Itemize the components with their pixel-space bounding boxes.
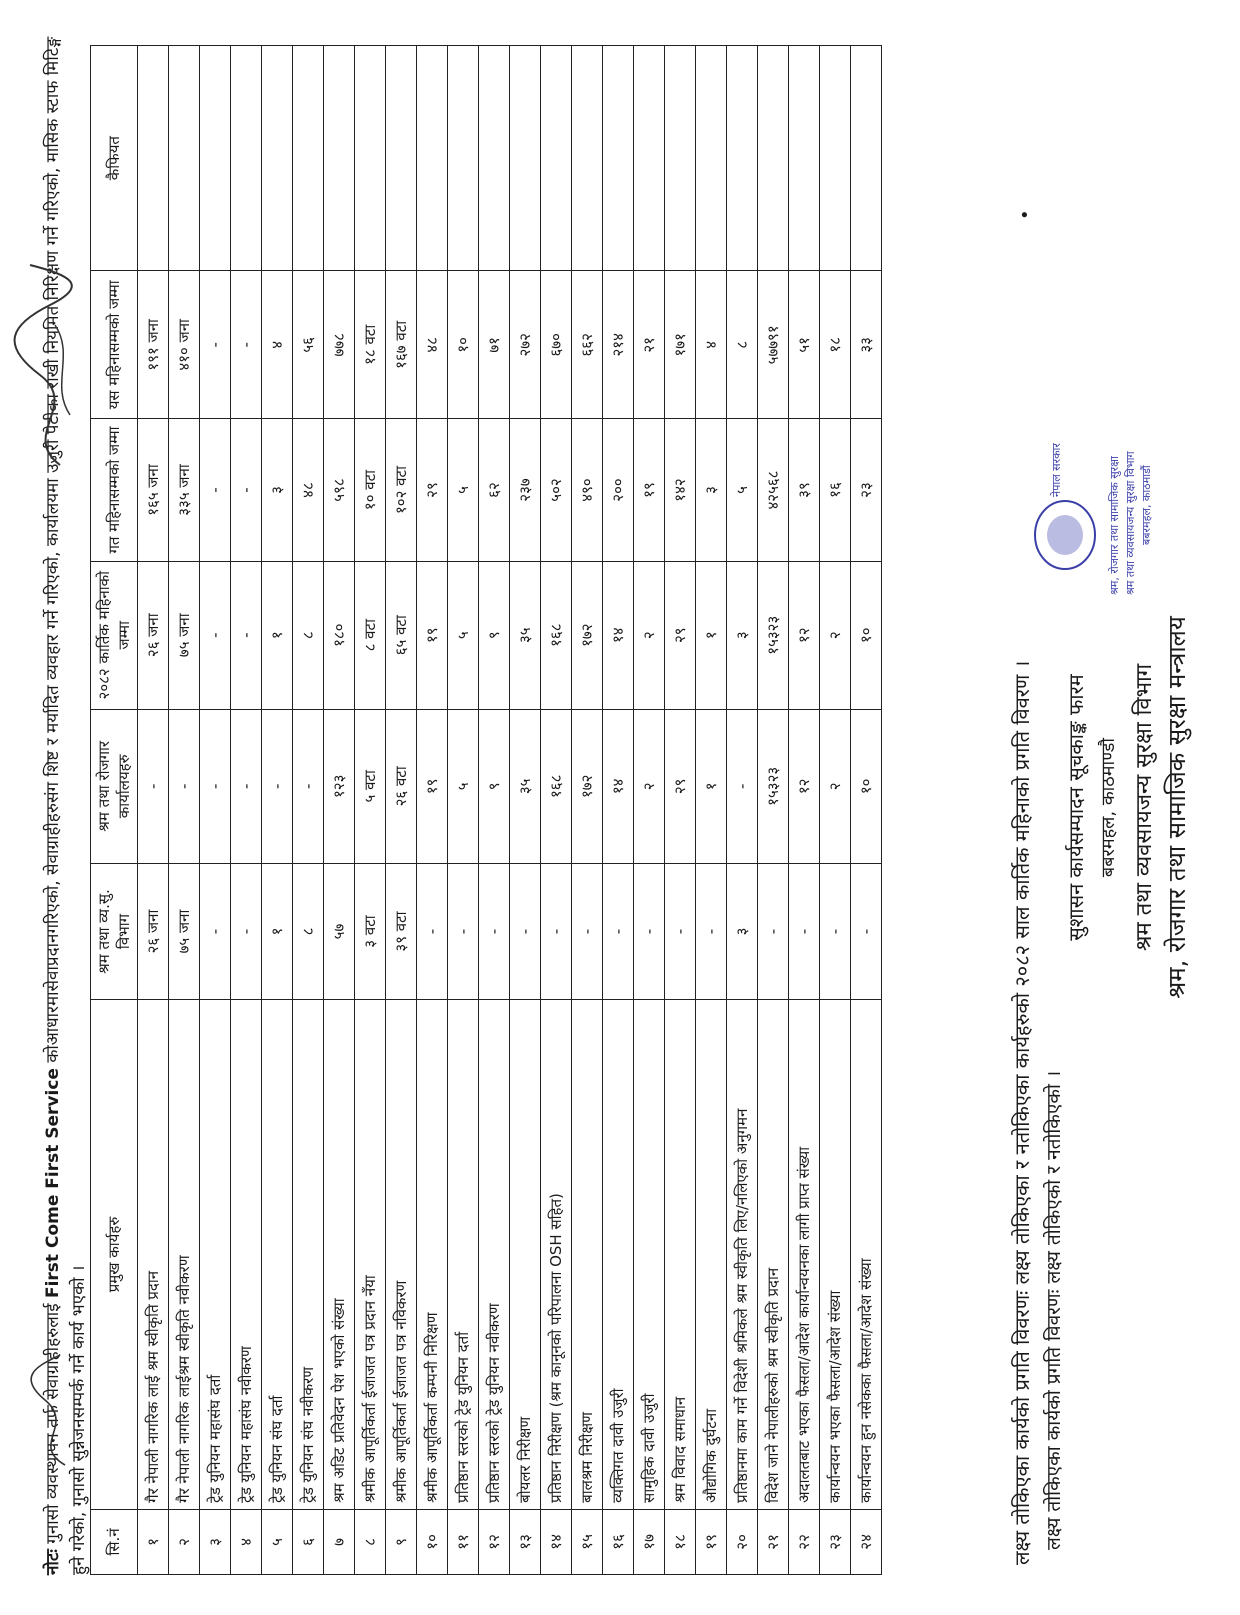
row-remarks xyxy=(789,46,820,271)
row-this-month: ६५ वटा xyxy=(386,561,417,709)
row-offices: १० xyxy=(851,709,882,863)
note-text-1: गुनासो व्यवस्थापन तर्फ सेवाग्राहीहरुलाई xyxy=(43,1303,63,1544)
row-prev-total: १६५ जना xyxy=(138,419,169,561)
row-cumulative: ६६२ xyxy=(572,271,603,419)
row-this-month: - xyxy=(200,561,231,709)
row-activity: बोयलर निरीक्षण xyxy=(510,1000,541,1510)
row-offices: १९ xyxy=(417,709,448,863)
row-sn: १७ xyxy=(634,1509,665,1574)
table-row xyxy=(293,46,324,1575)
row-sn: ९ xyxy=(386,1509,417,1574)
row-cumulative: ३३ xyxy=(851,271,882,419)
row-activity: श्रमीक आपूर्तिकर्ता कम्पनी निरिक्षण xyxy=(417,1000,448,1510)
row-department: - xyxy=(696,863,727,999)
row-remarks xyxy=(665,46,696,271)
table-row xyxy=(572,46,603,1575)
row-this-month: ३ xyxy=(727,561,758,709)
row-remarks xyxy=(386,46,417,271)
row-department: - xyxy=(603,863,634,999)
row-remarks xyxy=(293,46,324,271)
row-department: ३ वटा xyxy=(355,863,386,999)
row-activity: श्रमीक आपूर्तिकर्ता ईजाजत पत्र प्रदान नँया xyxy=(355,1000,386,1510)
row-activity: प्रतिष्ठान निरीक्षण (श्रम कानूनको परिपालना OSH सहित) xyxy=(541,1000,572,1510)
department-title: श्रम तथा व्यवसायजन्य सुरक्षा विभाग xyxy=(1132,663,1157,952)
row-cumulative: ५६ xyxy=(293,271,324,419)
subtitle-line-1: लक्ष्य तोकिएका कार्यको प्रगति विवरणः लक्ष्य तोकिएको र नतोकिएको । xyxy=(1043,1070,1065,1550)
row-department: - xyxy=(479,863,510,999)
row-offices: १२३ xyxy=(324,709,355,863)
header-cumulative: यस महिनासम्मको जम्मा xyxy=(91,271,138,419)
row-offices: १७२ xyxy=(572,709,603,863)
row-activity: ट्रेड युनियन संघ नवीकरण xyxy=(293,1000,324,1510)
row-prev-total: १९ xyxy=(634,419,665,561)
row-cumulative: ५७७९१ xyxy=(758,271,789,419)
row-offices: - xyxy=(727,709,758,863)
table-row xyxy=(634,46,665,1575)
row-this-month: १ xyxy=(696,561,727,709)
row-department: - xyxy=(820,863,851,999)
row-prev-total: - xyxy=(200,419,231,561)
row-activity: व्यक्तिगत दावी उजुरी xyxy=(603,1000,634,1510)
row-cumulative: ४१० जना xyxy=(169,271,200,419)
row-activity: श्रम अडिट प्रतिवेदन पेश भएको संख्या xyxy=(324,1000,355,1510)
row-activity: कार्यान्वयन हुन नसेकका फैसला/आदेश संख्या xyxy=(851,1000,882,1510)
header-remarks: कैफियत xyxy=(91,46,138,271)
row-prev-total: ४२५६८ xyxy=(758,419,789,561)
row-department: - xyxy=(510,863,541,999)
table-row xyxy=(231,46,262,1575)
row-prev-total: १६ xyxy=(820,419,851,561)
seal-line-1: श्रम, रोजगार तथा सामाजिक सुरक्षा xyxy=(1108,456,1121,595)
table-row xyxy=(541,46,572,1575)
subtitle-line-2: लक्ष्य तोकिएका कार्यको प्रगति विवरणः लक्ष्य तोकिएका र नतोकिएका कार्यहरुको २०८२ साल कार्तिक महिनाको प्रगति विवरण । xyxy=(1010,660,1034,1565)
row-sn: २२ xyxy=(789,1509,820,1574)
row-this-month: ९ xyxy=(479,561,510,709)
row-offices: १५३२३ xyxy=(758,709,789,863)
row-sn: १४ xyxy=(541,1509,572,1574)
row-sn: २४ xyxy=(851,1509,882,1574)
row-cumulative: ७१ xyxy=(479,271,510,419)
row-remarks xyxy=(417,46,448,271)
row-sn: १ xyxy=(138,1509,169,1574)
row-cumulative: ६७० xyxy=(541,271,572,419)
row-sn: २३ xyxy=(820,1509,851,1574)
row-sn: १८ xyxy=(665,1509,696,1574)
table-row xyxy=(386,46,417,1575)
row-prev-total: १४२ xyxy=(665,419,696,561)
progress-table xyxy=(90,45,882,1575)
row-sn: ४ xyxy=(231,1509,262,1574)
row-prev-total: २३ xyxy=(851,419,882,561)
row-this-month: २ xyxy=(820,561,851,709)
row-activity: प्रतिष्ठान स्तरको ट्रेड युनियन नवीकरण xyxy=(479,1000,510,1510)
row-offices: २ xyxy=(820,709,851,863)
row-this-month: २९ xyxy=(665,561,696,709)
row-remarks xyxy=(200,46,231,271)
row-remarks xyxy=(603,46,634,271)
row-remarks xyxy=(851,46,882,271)
row-offices: १२ xyxy=(789,709,820,863)
table-row xyxy=(758,46,789,1575)
row-department: ३९ वटा xyxy=(386,863,417,999)
row-cumulative: - xyxy=(200,271,231,419)
header-activity: प्रमुख कार्यहरु xyxy=(91,1000,138,1510)
row-department: ३ xyxy=(727,863,758,999)
row-cumulative: ४८ xyxy=(417,271,448,419)
row-remarks xyxy=(820,46,851,271)
table-body xyxy=(138,46,882,1575)
row-remarks xyxy=(510,46,541,271)
row-department: - xyxy=(200,863,231,999)
row-remarks xyxy=(231,46,262,271)
row-offices: - xyxy=(231,709,262,863)
row-prev-total: ५ xyxy=(727,419,758,561)
row-activity: प्रतिष्ठान स्तरको ट्रेड युनियन दर्ता xyxy=(448,1000,479,1510)
row-this-month: ३५ xyxy=(510,561,541,709)
header-sn: सि.नं xyxy=(91,1509,138,1574)
row-prev-total: - xyxy=(231,419,262,561)
row-cumulative: ८ xyxy=(727,271,758,419)
row-sn: २१ xyxy=(758,1509,789,1574)
row-activity: श्रमीक आपूर्तिकर्ता ईजाजत पत्र नविकरण xyxy=(386,1000,417,1510)
seal-line-2: नेपाल सरकार xyxy=(1050,443,1063,497)
row-this-month: १२ xyxy=(789,561,820,709)
row-remarks xyxy=(169,46,200,271)
table-row xyxy=(727,46,758,1575)
row-offices: २ xyxy=(634,709,665,863)
row-offices: १६८ xyxy=(541,709,572,863)
row-sn: १९ xyxy=(696,1509,727,1574)
row-activity: औद्योगिक दुर्घटना xyxy=(696,1000,727,1510)
row-remarks xyxy=(479,46,510,271)
row-activity: अदालतबाट भएका फैसला/आदेश कार्यान्वयनका लागी प्राप्त संख्या xyxy=(789,1000,820,1510)
row-cumulative: ५१ xyxy=(789,271,820,419)
row-prev-total: ३ xyxy=(696,419,727,561)
note-english: First Come First Service xyxy=(43,1068,63,1299)
row-cumulative: २१ xyxy=(634,271,665,419)
row-remarks xyxy=(696,46,727,271)
row-cumulative: १९१ जना xyxy=(138,271,169,419)
row-this-month: १५३२३ xyxy=(758,561,789,709)
row-offices: ३५ xyxy=(510,709,541,863)
row-this-month: १६८ xyxy=(541,561,572,709)
row-activity: गैर नेपाली नागरिक लाई श्रम स्वीकृति प्रदान xyxy=(138,1000,169,1510)
row-department: २६ जना xyxy=(138,863,169,999)
row-department: ७५ जना xyxy=(169,863,200,999)
form-title: सुशासन कार्यसम्पादन सूचकाङ्क फारम xyxy=(1064,674,1088,941)
row-cumulative: १८ वटा xyxy=(355,271,386,419)
table-row xyxy=(324,46,355,1575)
row-department: - xyxy=(851,863,882,999)
row-offices: - xyxy=(138,709,169,863)
row-cumulative: ४ xyxy=(262,271,293,419)
row-this-month: - xyxy=(231,561,262,709)
row-activity: ट्रेड युनियन महासंघ नवीकरण xyxy=(231,1000,262,1510)
row-remarks xyxy=(541,46,572,271)
row-activity: ट्रेड युनियन महासंघ दर्ता xyxy=(200,1000,231,1510)
row-activity: बालश्रम निरीक्षण xyxy=(572,1000,603,1510)
row-cumulative: ७७८ xyxy=(324,271,355,419)
row-department: - xyxy=(417,863,448,999)
ink-dot: • xyxy=(1015,209,1036,220)
header-prev-total: गत महिनासम्मको जम्मा xyxy=(91,419,138,561)
row-sn: २० xyxy=(727,1509,758,1574)
row-offices: ९ xyxy=(479,709,510,863)
row-prev-total: ५ xyxy=(448,419,479,561)
row-this-month: २ xyxy=(634,561,665,709)
table-row xyxy=(138,46,169,1575)
row-this-month: १० xyxy=(851,561,882,709)
row-sn: ११ xyxy=(448,1509,479,1574)
row-this-month: १ xyxy=(262,561,293,709)
table-row xyxy=(696,46,727,1575)
row-cumulative: १७१ xyxy=(665,271,696,419)
row-offices: - xyxy=(262,709,293,863)
row-sn: १० xyxy=(417,1509,448,1574)
row-activity: विदेश जाने नेपालीहरुको श्रम स्वीकृति प्रदान xyxy=(758,1000,789,1510)
row-sn: ८ xyxy=(355,1509,386,1574)
row-this-month: १९ xyxy=(417,561,448,709)
table-row xyxy=(355,46,386,1575)
table-row xyxy=(603,46,634,1575)
row-activity: ट्रेड युनियन संघ दर्ता xyxy=(262,1000,293,1510)
ministry-title: श्रम, रोजगार तथा सामाजिक सुरक्षा मन्त्रालय xyxy=(1163,616,1191,999)
seal-line-4: बबरमहल, काठमाडौं xyxy=(1140,465,1153,545)
row-department: - xyxy=(665,863,696,999)
row-department: ८ xyxy=(293,863,324,999)
official-seal-stamp xyxy=(1000,405,1160,605)
row-remarks xyxy=(355,46,386,271)
row-offices: १४ xyxy=(603,709,634,863)
row-prev-total: २३७ xyxy=(510,419,541,561)
row-department: १ xyxy=(262,863,293,999)
table-header-row xyxy=(91,46,138,1575)
row-sn: ५ xyxy=(262,1509,293,1574)
row-department: - xyxy=(448,863,479,999)
row-offices: - xyxy=(293,709,324,863)
row-prev-total: २०० xyxy=(603,419,634,561)
row-prev-total: २९ xyxy=(417,419,448,561)
row-this-month: २६ जना xyxy=(138,561,169,709)
row-prev-total: ३३५ जना xyxy=(169,419,200,561)
row-activity: प्रतिष्ठानमा काम गर्ने विदेशी श्रमिकले श्रम स्वीकृति लिए/नलिएको अनुगमन xyxy=(727,1000,758,1510)
row-this-month: १४ xyxy=(603,561,634,709)
header-offices: श्रम तथा रोजगार कार्यालयहरु xyxy=(91,709,138,863)
row-department: - xyxy=(572,863,603,999)
row-remarks xyxy=(138,46,169,271)
row-department: - xyxy=(634,863,665,999)
row-prev-total: ६२ xyxy=(479,419,510,561)
row-cumulative: ४ xyxy=(696,271,727,419)
row-department: - xyxy=(789,863,820,999)
row-offices: २९ xyxy=(665,709,696,863)
table-row xyxy=(665,46,696,1575)
row-remarks xyxy=(262,46,293,271)
header-this-month: २०८२ कार्तिक महिनाको जम्मा xyxy=(91,561,138,709)
row-prev-total: ५०२ xyxy=(541,419,572,561)
row-sn: १३ xyxy=(510,1509,541,1574)
row-prev-total: ४९० xyxy=(572,419,603,561)
location-line: बबरमहल, काठमाण्डौ xyxy=(1098,737,1119,878)
table-row xyxy=(820,46,851,1575)
row-cumulative: १६७ वटा xyxy=(386,271,417,419)
row-activity: श्रम विवाद समाधान xyxy=(665,1000,696,1510)
row-remarks xyxy=(758,46,789,271)
row-prev-total: ४८ xyxy=(293,419,324,561)
row-sn: ७ xyxy=(324,1509,355,1574)
row-sn: २ xyxy=(169,1509,200,1574)
table-row xyxy=(510,46,541,1575)
handwritten-signature xyxy=(0,255,90,475)
row-prev-total: ५९८ xyxy=(324,419,355,561)
row-cumulative: - xyxy=(231,271,262,419)
table-row xyxy=(169,46,200,1575)
row-offices: ५ वटा xyxy=(355,709,386,863)
row-this-month: ८ xyxy=(293,561,324,709)
initials-mark xyxy=(20,1345,80,1475)
row-remarks xyxy=(572,46,603,271)
row-activity: कार्यान्वयन भएका फैसला/आदेश संख्या xyxy=(820,1000,851,1510)
row-offices: - xyxy=(169,709,200,863)
row-department: - xyxy=(541,863,572,999)
row-offices: १ xyxy=(696,709,727,863)
row-sn: ६ xyxy=(293,1509,324,1574)
row-cumulative: २१४ xyxy=(603,271,634,419)
row-cumulative: १० xyxy=(448,271,479,419)
row-offices: २६ वटा xyxy=(386,709,417,863)
row-department: - xyxy=(758,863,789,999)
row-sn: १५ xyxy=(572,1509,603,1574)
row-remarks xyxy=(727,46,758,271)
row-department: - xyxy=(231,863,262,999)
header-department: श्रम तथा व्य.सु. विभाग xyxy=(91,863,138,999)
table-row xyxy=(851,46,882,1575)
row-sn: १६ xyxy=(603,1509,634,1574)
row-cumulative: २७२ xyxy=(510,271,541,419)
seal-line-3: श्रम तथा व्यवसायजन्य सुरक्षा विभाग xyxy=(1124,451,1137,595)
row-prev-total: ३ xyxy=(262,419,293,561)
note-label: नोटः xyxy=(43,1549,63,1575)
row-department: ५७ xyxy=(324,863,355,999)
row-this-month: ७५ जना xyxy=(169,561,200,709)
row-activity: सामुहिक दावी उजुरी xyxy=(634,1000,665,1510)
table-row xyxy=(789,46,820,1575)
table-row xyxy=(200,46,231,1575)
row-remarks xyxy=(448,46,479,271)
row-this-month: १८० xyxy=(324,561,355,709)
row-activity: गैर नेपाली नागरिक लाईश्रम स्वीकृति नवीकरण xyxy=(169,1000,200,1510)
table-row xyxy=(417,46,448,1575)
note-text-2: कोआधारमासेवाप्रदानगरिएको, सेवाग्राहीहरुसंग शिष्ट र मर्यादित व्यवहार गर्ने गरिएको, कार्यालयमा उजुरी पेटीका राखी नियमित निरिक्षण गर्ने गरिएको, मासिक स्टाफ मिटिङ्ग हुने गरेको, गुनासो सुन्नेजनसम्पर्क गर्ने कार्य भएको । xyxy=(43,36,89,1575)
row-this-month: १७२ xyxy=(572,561,603,709)
table-row xyxy=(479,46,510,1575)
table-row xyxy=(448,46,479,1575)
row-offices: - xyxy=(200,709,231,863)
row-sn: ३ xyxy=(200,1509,231,1574)
row-this-month: ८ वटा xyxy=(355,561,386,709)
row-cumulative: १८ xyxy=(820,271,851,419)
row-offices: ५ xyxy=(448,709,479,863)
row-prev-total: ३९ xyxy=(789,419,820,561)
row-this-month: ५ xyxy=(448,561,479,709)
table-row xyxy=(262,46,293,1575)
row-prev-total: १० वटा xyxy=(355,419,386,561)
row-remarks xyxy=(634,46,665,271)
row-remarks xyxy=(324,46,355,271)
row-prev-total: १०२ वटा xyxy=(386,419,417,561)
row-sn: १२ xyxy=(479,1509,510,1574)
